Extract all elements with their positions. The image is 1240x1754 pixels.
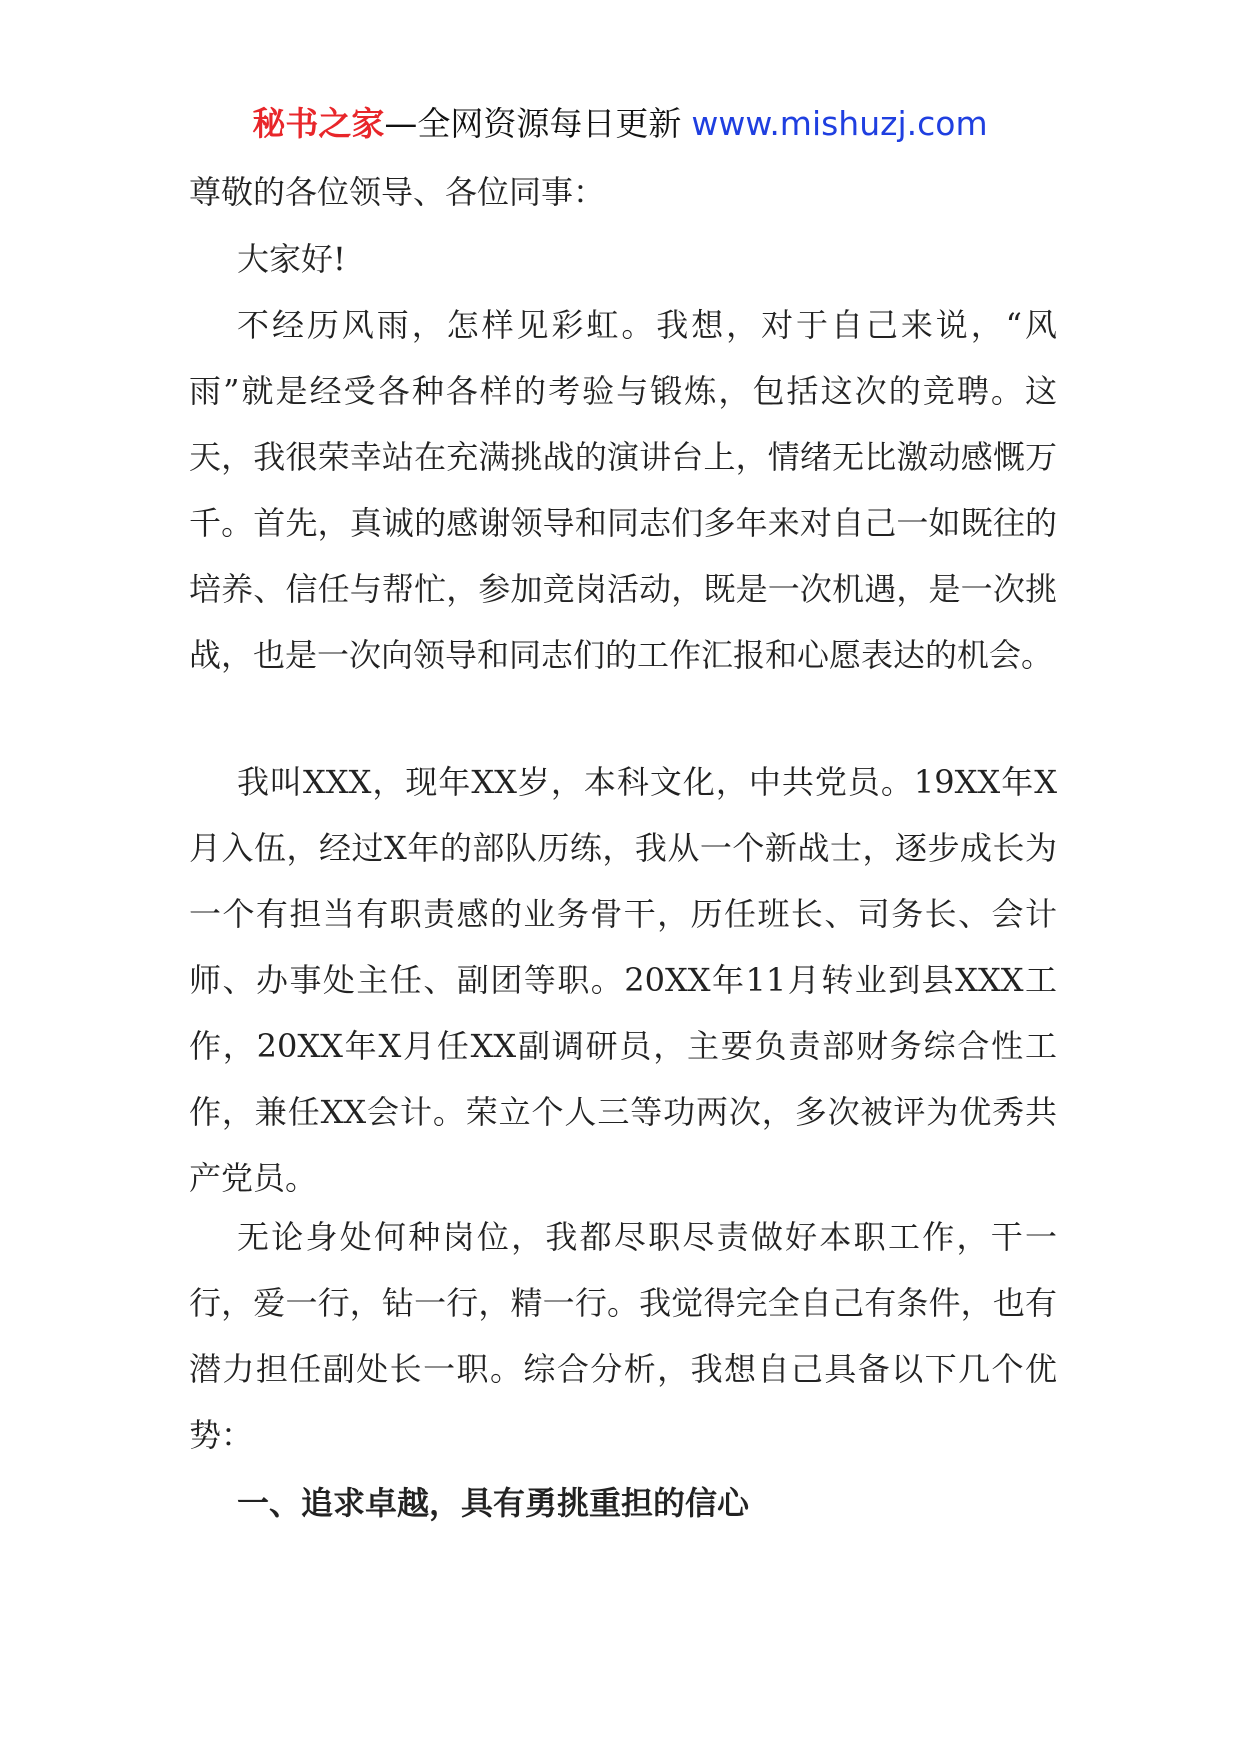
greeting: 大家好! xyxy=(237,240,346,278)
site-url-link[interactable]: www.mishuzj.com xyxy=(691,104,988,143)
paragraph-advantages: 无论身处何种岗位，我都尽职尽责做好本职工作，干一行，爱一行，钻一行，精一行。我觉得完全自己有条件，也有潜力担任副处长一职。综合分析，我想自己具备以下几个优势： xyxy=(189,1218,1057,1454)
paragraph-intro: 不经历风雨，怎样见彩虹。我想，对于自己来说，“风雨”就是经受各种各样的考验与锻炼，包括这次的竞聘。这天，我很荣幸站在充满挑战的演讲台上，情绪无比激动感慨万千。首先，真诚的感谢领导和同志们多年来对自己一如既往的培养、信任与帮忙，参加竞岗活动，既是一次机遇，是一次挑战，也是一次向领导和同志们的工作汇报和心愿表达的机会。 xyxy=(189,306,1057,674)
paragraph-background: 我叫XXX，现年XX岁，本科文化，中共党员。19XX年X月入伍，经过X年的部队历练，我从一个新战士，逐步成长为一个有担当有职责感的业务骨干，历任班长、司务长、会计师、办事处主任、副团等职。20XX年11月转业到县XXX工作，20XX年X月任XX副调研员，主要负责部财务综合性工作，兼任XX会计。荣立个人三等功两次，多次被评为优秀共产党员。 xyxy=(189,763,1057,1197)
site-header xyxy=(0,101,1240,147)
salutation: 尊敬的各位领导、各位同事： xyxy=(189,173,606,211)
header-tagline: —全网资源每日更新 xyxy=(384,104,682,143)
brand-logo-text: 秘书之家 xyxy=(252,104,385,143)
section-heading-1: 一、追求卓越，具有勇挑重担的信心 xyxy=(237,1484,750,1522)
